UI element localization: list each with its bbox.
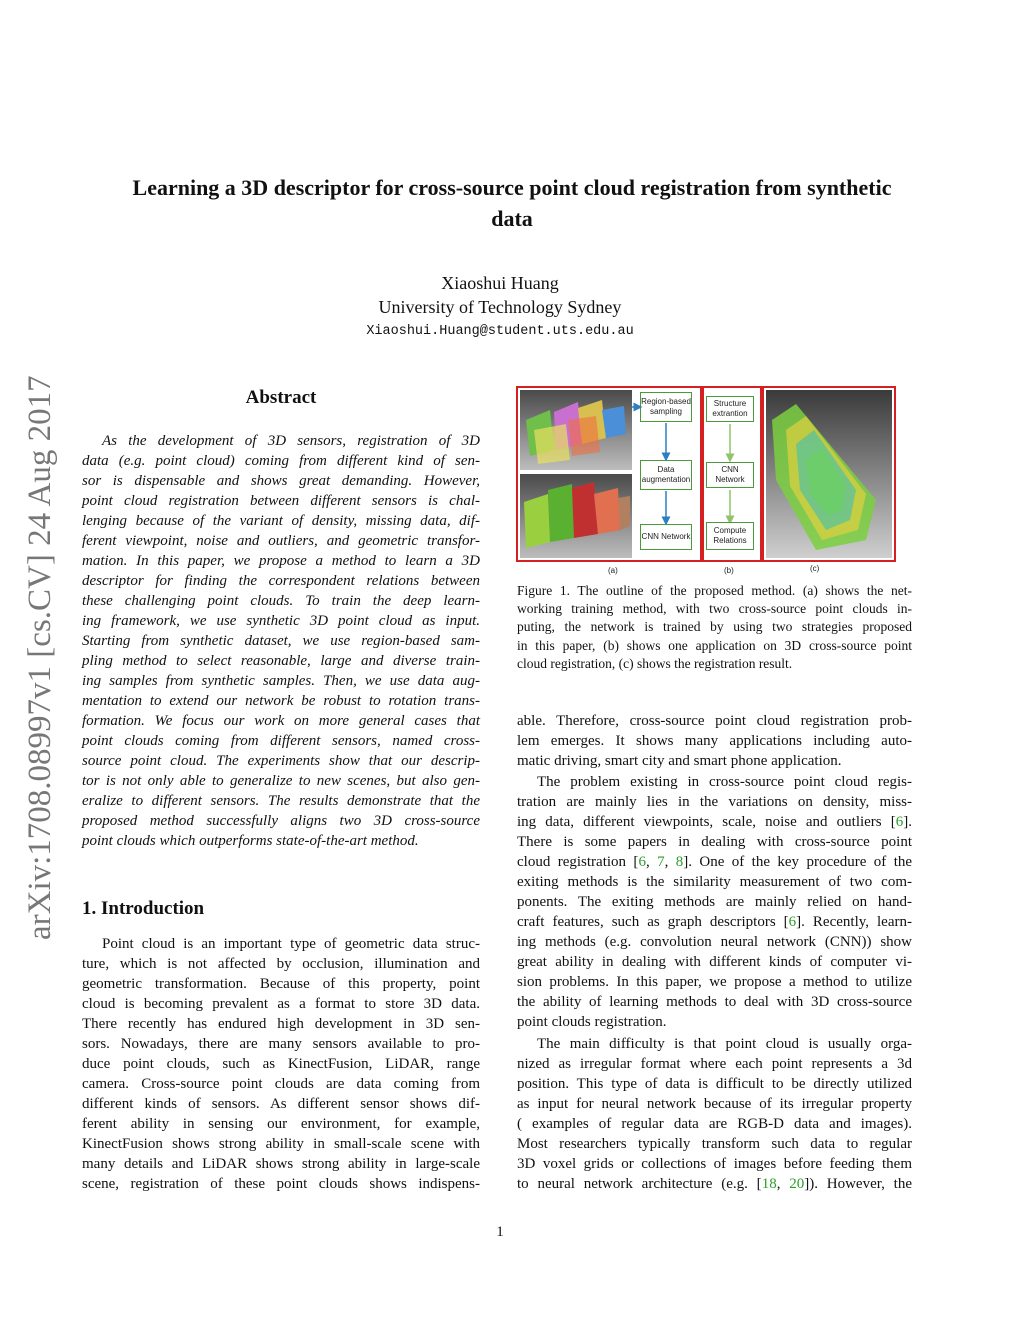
text-line [517,1174,912,1194]
caption-line: puting, the network is trained by using two strategies proposed [517,619,912,635]
text-line: cloud is becoming prevalent as a format to store 3D data. [82,996,480,1012]
text-line: ing samples from synthetic samples. Then, we use data aug- [82,673,480,689]
text-line: geometric transformation. Because of this property, point [82,976,480,992]
figure-label-c: (c) [810,564,820,573]
text-fragment: ing data, different viewpoints, scale, noise and outliers [ [517,814,896,830]
text-line: great ability in dealing with different kinds of computer vi- [517,954,912,970]
text-line: lenging because of the variant of density, missing data, dif- [82,513,480,529]
figure-label-a: (a) [608,566,618,575]
introduction-body [82,934,480,1194]
text-line: exiting methods is the similarity measurement of two com- [517,874,912,890]
right-column-paragraph-3 [517,1034,912,1194]
text-line: point clouds registration. [517,1014,667,1030]
text-fragment: craft features, such as graph descriptors [ [517,914,789,930]
text-line [517,912,912,932]
text-line: formation. We focus our work on more general cases that [82,713,480,729]
citation-link-18[interactable]: 18 [761,1176,777,1192]
text-line: 3D voxel grids or collections of images before feeding them [517,1156,912,1172]
text-line: ( examples of regular data are RGB-D data and images). [517,1116,912,1132]
caption-line: cloud registration, (c) shows the registration result. [517,655,793,671]
text-line: ing methods (e.g. convolution neural network (CNN)) show [517,934,912,950]
node-structure-extraction: Structure extrantion [706,396,754,422]
text-line: mation. In this paper, we propose a method to learn a 3D [82,553,480,569]
text-line: data (e.g. point cloud) coming from different kind of sen- [82,453,480,469]
abstract-body [82,431,480,851]
text-line: matic driving, smart city and smart phone application. [517,753,842,769]
title-line: data [491,206,533,231]
text-fragment: cloud registration [ [517,854,639,870]
abstract-heading: Abstract [245,387,317,408]
text-line: as input for neural network because of its irregular property [517,1096,912,1112]
text-fragment: ]. One of the key procedure of the [683,854,913,870]
text-line: point clouds coming from different sensors, named cross- [82,733,480,749]
text-line: these challenging point clouds. To train the deep learn- [82,593,480,609]
affiliation: University of Technology Sydney [378,297,622,317]
author-email[interactable]: Xiaoshui.Huang@student.uts.edu.au [366,324,634,339]
text-line: many details and LiDAR shows strong ability in large-scale [82,1156,480,1172]
text-line: the ability of learning methods to deal with 3D cross-source [517,994,912,1010]
text-line: mentation to extend our network be robust to rotation trans- [82,693,480,709]
text-line: point clouds which outperforms state-of-the-art method. [82,833,419,849]
citation-separator: , [645,854,658,870]
title-line: Learning a 3D descriptor for cross-source point cloud registration from synthetic [132,175,892,200]
text-line: position. This type of data is difficult to be directly utilized [517,1076,912,1092]
text-line: sion problems. In this paper, we propose a method to utilize [517,974,912,990]
text-line: eralize to different sensors. The results demonstrate that the [82,793,480,809]
text-line [517,852,912,872]
text-line [517,812,912,832]
citation-separator: , [776,1176,790,1192]
text-line: The main difficulty is that point cloud is usually orga- [537,1036,912,1052]
right-column-paragraph-2 [517,772,912,1032]
text-line: ferent viewpoint, noise and outliers, and geometric transfor- [82,533,480,549]
text-line: tration are mainly lies in the variations on density, miss- [517,794,912,810]
text-line: source point cloud. The experiments show that our descrip- [82,753,480,769]
text-line: pling method to select reasonable, large and diverse train- [82,653,480,669]
text-line: point cloud registration between different sensors is chal- [82,493,480,509]
citation-link-8[interactable]: 8 [675,854,684,870]
text-line: ture, which is not affected by occlusion, illumination and [82,956,480,972]
text-line: tor is not only able to generalize to new scenes, but also gen- [82,773,480,789]
text-line: There recently has endured high development in 3D sen- [82,1016,480,1032]
citation-link-6[interactable]: 6 [895,814,904,830]
citation-link-7[interactable]: 7 [657,854,665,870]
node-compute-relations: Compute Relations [706,522,754,550]
arxiv-identifier: arXiv:1708.08997v1 [cs.CV] 24 Aug 2017 [22,375,58,940]
citation-link-20[interactable]: 20 [789,1176,805,1192]
text-line: proposed method successfully aligns two 3D cross-source [82,813,480,829]
node-data-augmentation: Data augmentation [640,460,692,490]
text-line: Point cloud is an important type of geometric data struc- [102,936,480,952]
text-line: Most researchers typically transform such data to regular [517,1136,912,1152]
text-line: ferent ability in sensing our environment, for example, [82,1116,480,1132]
text-line: descriptor for finding the correspondent relations between [82,573,480,589]
text-line: lem emerges. It shows many applications including auto- [517,733,912,749]
page-number: 1 [496,1224,504,1240]
node-region-based-sampling: Region-based sampling [640,392,692,422]
text-line: KinectFusion shows strong ability in small-scale scene with [82,1136,480,1152]
text-line: sor is dispensable and shows great demanding. However, [82,473,480,489]
text-line: The problem existing in cross-source point cloud regis- [537,774,912,790]
text-line: There is some papers in dealing with cross-source point [517,834,912,850]
figure-1-caption [517,582,912,673]
text-line: duce point clouds, such as KinectFusion, LiDAR, range [82,1056,480,1072]
text-line: able. Therefore, cross-source point cloud registration prob- [517,713,912,729]
text-fragment: ]. Recently, learn- [796,914,912,930]
text-line: Starting from synthetic dataset, we use region-based sam- [82,633,480,649]
text-line: nized as irregular format where each point represents a 3d [517,1056,912,1072]
node-cnn-network-b: CNN Network [706,462,754,488]
text-fragment: ]). However, the [804,1176,913,1192]
citation-separator: , [664,854,676,870]
text-fragment: to neural network architecture (e.g. [ [517,1176,762,1192]
paper-title [60,172,964,234]
citation-link-6[interactable]: 6 [788,914,797,930]
figure-label-b: (b) [724,566,734,575]
right-column-paragraph-1 [517,711,912,771]
caption-line: working training method, with two cross-source point clouds in- [517,601,912,617]
text-line: ponents. The exiting methods are mainly relied on hand- [517,894,912,910]
figure-1 [516,386,898,578]
text-line: scene, registration of these point clouds shows indispens- [82,1176,480,1192]
text-line: camera. Cross-source point clouds are data coming from [82,1076,480,1092]
registration-result-image [766,390,892,558]
author-name: Xiaoshui Huang [441,273,559,293]
text-line: ing framework, we use synthetic 3D point cloud as input. [82,613,480,629]
citation-link-6[interactable]: 6 [638,854,646,870]
text-line: sors. Nowadays, there are many sensors available to pro- [82,1036,480,1052]
node-cnn-network-a: CNN Network [640,524,692,550]
section-heading-introduction: 1. Introduction [82,898,205,919]
text-line: As the development of 3D sensors, registration of 3D [102,433,480,449]
caption-line: in this paper, (b) shows one application on 3D cross-source point [517,637,912,653]
caption-line: Figure 1. The outline of the proposed method. (a) shows the net- [517,583,912,598]
text-line: different kinds of sensors. As different sensor shows dif- [82,1096,480,1112]
text-fragment: ]. [903,814,912,830]
